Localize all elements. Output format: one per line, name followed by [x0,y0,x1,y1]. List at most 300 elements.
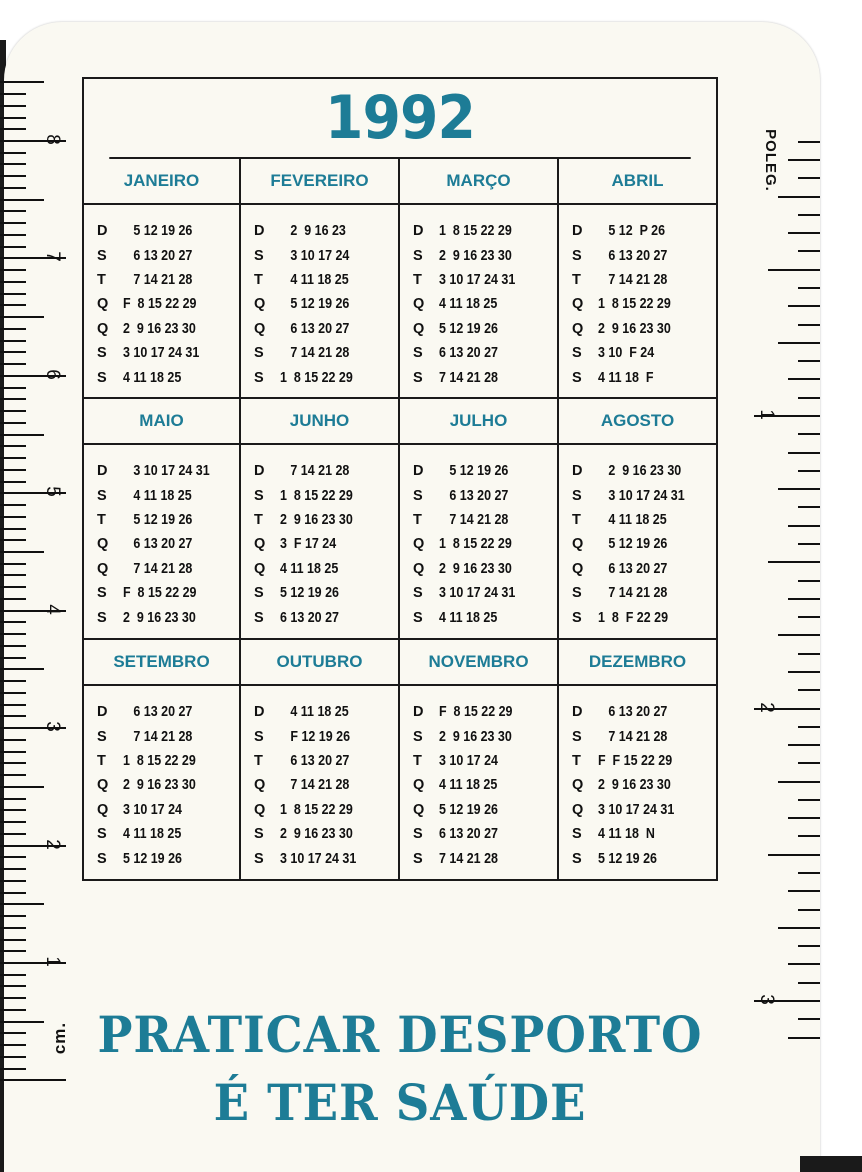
ruler-tick [0,762,26,764]
ruler-tick [0,856,26,858]
ruler-tick [0,774,26,776]
weekday-label: Q [254,777,266,794]
week-row [572,483,716,507]
ruler-tick [0,751,26,753]
day-numbers: 4 11 18 25 [598,511,667,528]
ruler-tick [798,726,820,728]
ruler-tick [0,422,26,424]
slogan-line-1: PRATICAR DESPORTO [97,1005,703,1064]
ruler-tick [798,872,820,874]
weekday-label: D [97,223,108,240]
week-row [572,798,716,822]
day-numbers: 2 9 16 23 [280,223,346,240]
weekday-label: T [572,511,581,528]
background-edge-bottom [800,1156,862,1172]
day-numbers: 7 14 21 28 [439,511,509,528]
ruler-tick [0,657,26,659]
weekday-label: D [413,223,424,240]
ruler-tick [0,516,26,518]
ruler-tick [0,175,26,177]
ruler-tick [0,93,26,95]
weekday-label: S [572,369,582,386]
month-block [84,159,241,399]
weekday-label: S [97,609,107,626]
weekday-label: S [572,826,582,843]
day-numbers: 6 13 20 27 [123,536,193,553]
day-numbers: 4 11 18 N [598,826,655,843]
weekday-label: Q [254,296,266,313]
day-numbers: 6 13 20 27 [123,704,193,721]
day-numbers: 1 8 15 22 29 [280,487,353,504]
ruler-tick [798,141,820,143]
month-block [400,640,559,879]
week-row [413,846,557,870]
day-numbers: 4 11 18 25 [439,777,498,794]
ruler-tick [798,433,820,435]
weekday-label: Q [413,296,425,313]
week-row [413,508,557,532]
ruler-tick [0,410,26,412]
ruler-tick [0,539,26,541]
month-name: ABRIL [559,159,716,205]
ruler-tick [798,324,820,326]
ruler-tick [0,563,26,565]
week-row [413,459,557,483]
weekday-label: S [97,487,107,504]
month-block [559,640,716,879]
weekday-label: S [97,369,107,386]
ruler-tick [798,653,820,655]
ruler-tick [0,457,26,459]
day-numbers: 3 10 17 24 [123,801,182,818]
week-row [97,268,239,292]
week-row [254,822,398,846]
weekday-label: D [97,704,108,721]
ruler-tick [788,744,820,746]
day-numbers: 2 9 16 23 30 [598,320,671,337]
ruler-tick [0,222,26,224]
day-numbers: 2 9 16 23 30 [280,826,353,843]
ruler-tick [798,506,820,508]
cm-label: 4 [41,603,63,615]
week-row [97,724,239,748]
day-numbers: 4 11 18 F [598,369,654,386]
week-row [572,773,716,797]
month-days [400,445,557,630]
day-numbers: 1 8 15 22 29 [123,752,196,769]
week-row [413,822,557,846]
weekday-label: Q [572,536,584,553]
weekday-label: S [572,247,582,264]
day-numbers: 5 12 19 26 [598,536,668,553]
day-numbers: 4 11 18 25 [123,487,192,504]
ruler-tick [0,915,26,917]
day-numbers: 3 10 17 24 [439,752,498,769]
day-numbers: F 8 15 22 29 [123,585,197,602]
week-row [97,605,239,629]
ruler-tick [778,927,820,929]
week-row [254,749,398,773]
week-row [254,341,398,365]
week-row [97,292,239,316]
month-block [241,399,400,640]
week-row [572,532,716,556]
day-numbers: 4 11 18 25 [439,296,498,313]
week-row [97,822,239,846]
week-row [413,605,557,629]
day-numbers: 2 9 16 23 30 [598,777,671,794]
ruler-tick [788,1037,820,1039]
day-numbers: 5 12 19 26 [439,463,509,480]
week-row [97,459,239,483]
weekday-label: D [572,704,583,721]
day-numbers: 7 14 21 28 [598,585,668,602]
cm-label: 1 [41,956,63,967]
weekday-label: S [572,850,582,867]
weekday-label: T [413,511,422,528]
ruler-tick [0,680,26,682]
week-row [572,581,716,605]
weekday-label: S [572,487,582,504]
inch-label: 1 [755,409,777,420]
day-numbers: 3 10 17 24 31 [439,271,516,288]
ruler-tick [788,232,820,234]
ruler-tick [798,177,820,179]
day-numbers: 4 11 18 25 [280,271,349,288]
weekday-label: T [97,271,106,288]
weekday-label: Q [572,560,584,577]
weekday-label: S [413,850,423,867]
week-row [572,219,716,243]
week-row [97,365,239,389]
month-block [84,399,241,640]
ruler-tick [0,633,26,635]
day-numbers: 4 11 18 25 [439,609,498,626]
calendar-grid [82,77,718,881]
weekday-label: S [413,826,423,843]
weekday-label: T [254,511,263,528]
ruler-tick [768,561,820,563]
weekday-label: D [254,223,265,240]
ruler-tick [0,128,26,130]
week-row [413,532,557,556]
weekday-label: Q [97,320,109,337]
cm-label: 2 [41,838,63,850]
week-row [254,798,398,822]
ruler-tick [0,340,26,342]
day-numbers: 5 12 19 26 [280,296,350,313]
day-numbers: 6 13 20 27 [439,345,498,362]
weekday-label: Q [254,560,266,577]
ruler-tick [788,671,820,673]
month-name: JANEIRO [84,159,239,205]
ruler-tick [778,342,820,344]
ruler-tick [788,817,820,819]
month-days [241,445,398,630]
ruler-tick [0,1032,26,1034]
week-row [413,724,557,748]
weekday-label: T [97,752,106,769]
ruler-tick [0,105,26,107]
ruler-tick [0,739,26,741]
weekday-label: S [254,826,264,843]
inch-unit-label: POLEG. [761,129,779,192]
weekday-label: Q [97,777,109,794]
day-numbers: 7 14 21 28 [439,850,498,867]
week-row [572,846,716,870]
month-block [400,399,559,640]
inch-label: 3 [755,994,777,1005]
weekday-label: S [254,247,264,264]
ruler-tick [0,316,44,318]
day-numbers: 2 9 16 23 30 [439,560,512,577]
weekday-label: S [572,728,582,745]
ruler-tick [0,598,26,600]
ruler-tick [798,250,820,252]
day-numbers: 4 11 18 25 [123,826,182,843]
ruler-tick [0,234,26,236]
ruler-tick [0,939,26,941]
day-numbers: 2 9 16 23 30 [280,511,353,528]
ruler-tick [0,152,26,154]
weekday-label: Q [413,320,425,337]
day-numbers: 5 12 19 26 [598,850,657,867]
ruler-tick [0,798,26,800]
weekday-label: S [254,487,264,504]
month-name: NOVEMBRO [400,640,557,686]
ruler-tick [798,397,820,399]
weekday-label: S [413,247,423,264]
day-numbers: 4 11 18 25 [123,369,182,386]
month-days [241,205,398,390]
day-numbers: F 8 15 22 29 [123,296,197,313]
week-row [413,341,557,365]
month-name: JULHO [400,399,557,445]
week-row [97,749,239,773]
week-row [254,846,398,870]
week-row [254,581,398,605]
day-numbers: 6 13 20 27 [598,704,668,721]
week-row [413,557,557,581]
ruler-tick [788,890,820,892]
day-numbers: F F 15 22 29 [598,752,673,769]
month-block [84,640,241,879]
ruler-tick [788,963,820,965]
weekday-label: T [572,752,581,769]
ruler-tick [0,528,26,530]
day-numbers: 2 9 16 23 30 [123,320,196,337]
cm-label: 8 [41,134,63,145]
day-numbers: 1 8 15 22 29 [280,801,353,818]
day-numbers: 2 9 16 23 30 [598,463,682,480]
month-name: DEZEMBRO [559,640,716,686]
ruler-tick [0,363,26,365]
week-row [97,798,239,822]
ruler-tick [0,692,26,694]
ruler-tick [0,1056,26,1058]
ruler-tick [0,880,26,882]
weekday-label: S [97,850,107,867]
ruler-tick [0,469,26,471]
day-numbers: 5 12 19 26 [439,801,498,818]
week-row [572,459,716,483]
ruler-tick [788,452,820,454]
day-numbers: 5 12 19 26 [280,585,339,602]
week-row [97,846,239,870]
day-numbers: 6 13 20 27 [280,320,350,337]
week-row [254,483,398,507]
week-row [572,605,716,629]
weekday-label: S [413,487,423,504]
weekday-label: D [572,463,583,480]
ruler-tick [0,187,26,189]
ruler-tick [0,199,44,201]
cm-label: 5 [41,486,63,498]
ruler-tick [0,668,44,670]
month-days [559,205,716,390]
month-days [84,205,239,390]
day-numbers: 7 14 21 28 [280,345,350,362]
ruler-tick [798,689,820,691]
ruler-tick [0,445,26,447]
ruler-tick [798,945,820,947]
day-numbers: 6 13 20 27 [123,247,193,264]
week-row [413,798,557,822]
week-row [413,268,557,292]
month-name: JUNHO [241,399,398,445]
ruler-tick [0,481,26,483]
weekday-label: D [413,463,424,480]
day-numbers: 7 14 21 28 [123,728,193,745]
day-numbers: 5 12 19 26 [123,223,193,240]
inch-label: 2 [755,701,777,713]
ruler-tick [0,868,26,870]
ruler-tick [0,281,26,283]
weekday-label: D [413,704,424,721]
week-row [254,317,398,341]
ruler-tick [0,328,26,330]
day-numbers: 5 12 19 26 [123,850,182,867]
month-days [559,686,716,871]
week-row [254,243,398,267]
weekday-label: Q [413,560,425,577]
ruler-tick [0,645,26,647]
ruler-tick [0,210,26,212]
week-row [572,292,716,316]
day-numbers: 6 13 20 27 [280,752,350,769]
week-row [254,508,398,532]
month-block [241,640,400,879]
cm-label: 6 [41,369,63,380]
month-name: AGOSTO [559,399,716,445]
week-row [413,317,557,341]
day-numbers: 7 14 21 28 [598,728,668,745]
week-row [254,605,398,629]
weekday-label: Q [572,320,584,337]
day-numbers: 7 14 21 28 [123,560,193,577]
weekday-label: S [254,369,264,386]
ruler-tick [0,1068,26,1070]
ruler-tick [798,1018,820,1020]
week-row [572,508,716,532]
cm-label: 7 [41,251,63,263]
month-days [84,445,239,630]
ruler-tick [0,704,26,706]
week-row [413,749,557,773]
week-row [572,700,716,724]
weekday-label: S [254,585,264,602]
ruler-tick [798,799,820,801]
ruler-tick [0,997,26,999]
ruler-tick [0,434,44,436]
week-row [97,557,239,581]
day-numbers: 6 13 20 27 [598,560,668,577]
day-numbers: 7 14 21 28 [280,777,350,794]
week-row [572,317,716,341]
ruler-tick [798,835,820,837]
ruler-tick [0,586,26,588]
ruler-tick [0,1044,26,1046]
weekday-label: S [413,585,423,602]
weekday-label: Q [572,296,584,313]
day-numbers: 2 9 16 23 30 [439,728,512,745]
weekday-label: S [413,345,423,362]
week-row [413,773,557,797]
ruler-tick [778,488,820,490]
weekday-label: S [254,609,264,626]
ruler-tick [0,293,26,295]
month-name: OUTUBRO [241,640,398,686]
ruler-tick [0,786,44,788]
week-row [572,724,716,748]
ruler-tick [0,903,44,905]
day-numbers: 4 11 18 25 [280,704,349,721]
day-numbers: 5 12 19 26 [123,511,193,528]
day-numbers: 2 9 16 23 30 [439,247,512,264]
day-numbers: 7 14 21 28 [439,369,498,386]
ruler-tick [788,305,820,307]
month-block [241,159,400,399]
week-row [97,243,239,267]
week-row [254,532,398,556]
ruler-tick [798,616,820,618]
ruler-tick [788,598,820,600]
day-numbers: 7 14 21 28 [123,271,193,288]
month-block [559,399,716,640]
ruler-tick [0,387,26,389]
ruler-tick [0,504,26,506]
ruler-tick [768,854,820,856]
day-numbers: 1 8 15 22 29 [598,296,671,313]
week-row [572,557,716,581]
weekday-label: T [254,752,263,769]
weekday-label: Q [413,801,425,818]
weekday-label: Q [254,320,266,337]
weekday-label: Q [97,560,109,577]
week-row [413,700,557,724]
day-numbers: F 8 15 22 29 [439,704,513,721]
week-row [572,243,716,267]
day-numbers: 3 10 17 24 31 [439,585,516,602]
day-numbers: 6 13 20 27 [439,487,509,504]
ruler-tick [0,246,26,248]
month-days [400,205,557,390]
ruler-tick [798,470,820,472]
day-numbers: F 12 19 26 [280,728,351,745]
week-row [254,365,398,389]
day-numbers: 5 12 P 26 [598,223,666,240]
day-numbers: 1 8 15 22 29 [439,536,512,553]
